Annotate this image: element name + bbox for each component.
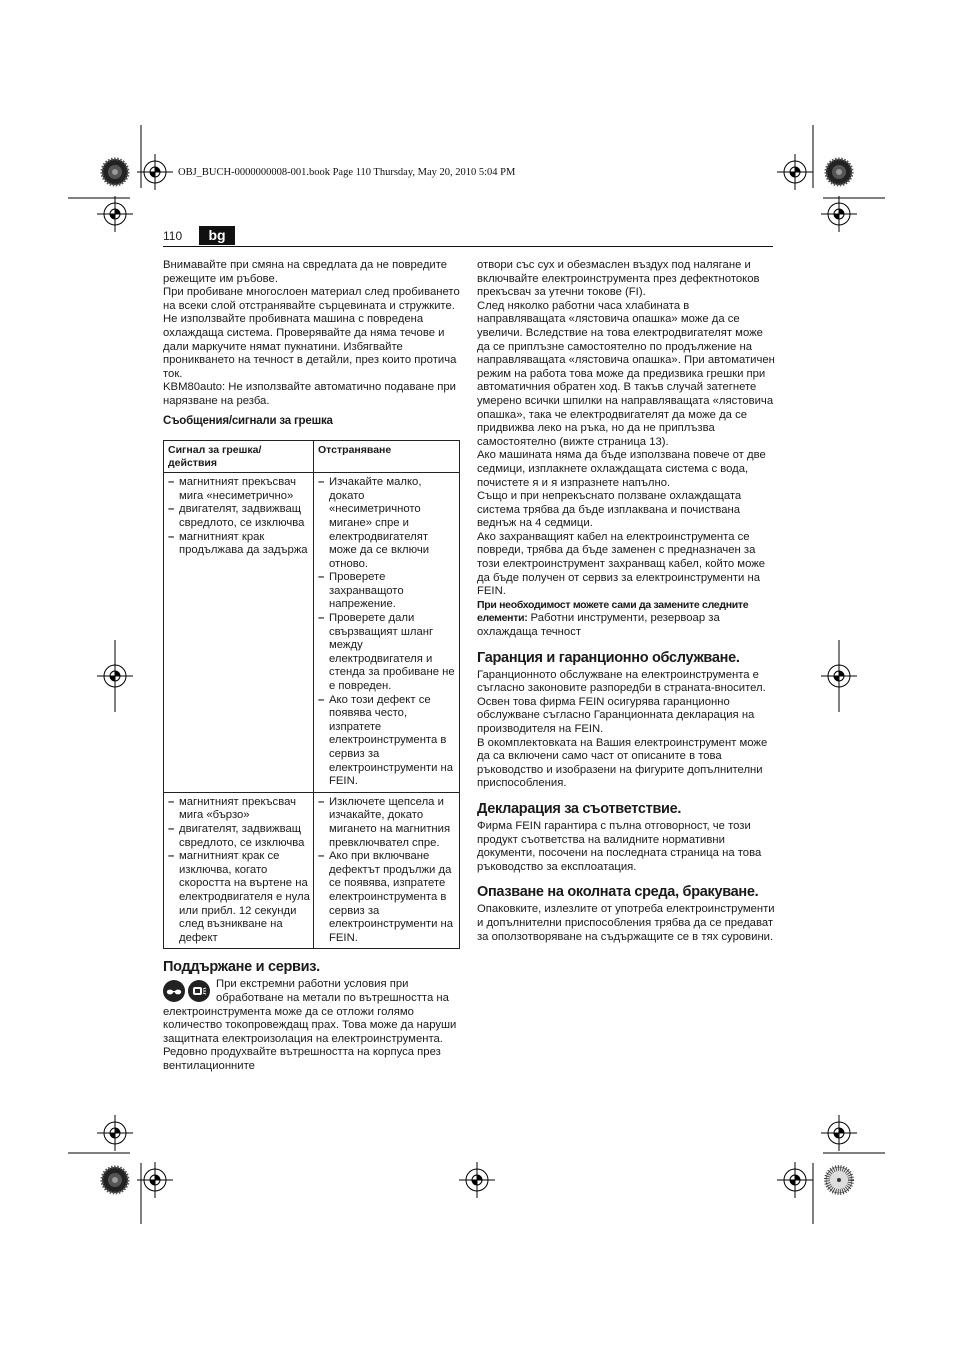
- signal-cell: [164, 792, 314, 949]
- respirator-icon: [188, 980, 210, 1002]
- column-header-signal: Сигнал за грешка/ действия: [164, 441, 314, 473]
- environment-heading: Опазване на околната среда, бракуване.: [477, 884, 759, 901]
- list-item: – Изчакайте малко, докато «несиметричното мигане» спре и електродвигателят може да се включи отново.: [318, 476, 456, 571]
- table-row: [164, 792, 460, 949]
- maintenance-heading: Поддържане и сервиз.: [163, 959, 320, 976]
- page-number: 110: [163, 229, 183, 243]
- warranty-heading: Гаранция и гаранционно обслужване.: [477, 649, 740, 666]
- error-signals-heading: Съобщения/сигнали за грешка: [163, 414, 333, 427]
- paragraph: При пробиване многослоен материал след пробиването на всеки слой отстранявайте сърцевината и стружките.: [163, 286, 460, 312]
- list-item: – двигателят, задвижващ свредлото, се изключва: [168, 503, 310, 530]
- column-header-remedy: Отстраняване: [314, 441, 460, 473]
- language-badge: bg: [199, 226, 235, 245]
- safety-icons: [163, 980, 210, 1002]
- left-column: [163, 259, 460, 1073]
- paragraph: В окомплектовката на Вашия електроинструмент може да са включени само част от описаните в това ръководство и изобразени на фигурите допълнителни приспособления.: [477, 736, 768, 790]
- error-table: [163, 440, 460, 949]
- maintenance-text: При екстремни работни условия при обработване на метали по вътрешността на електроинструмента може да се отложи голямо количество токопровеждащ прах. Това може да наруши защитната електроизолация на електроинструмента. Редовно продухвайте вътрешността на корпуса през вентилационните: [163, 978, 457, 1072]
- remedy-cell: [314, 792, 460, 949]
- header-rule: [163, 246, 773, 247]
- color-target-icon: [102, 159, 128, 185]
- remedy-cell: [314, 473, 460, 793]
- eye-protection-icon: [163, 980, 185, 1002]
- paragraph: Опаковките, излезлите от употреба електроинструменти и допълнителни приспособления трябва да се предават за оползотворяване на съдържащите се в тях суровини.: [477, 903, 775, 943]
- list-item: – магнитният прекъсвач мига «несиметрично»: [168, 476, 310, 503]
- color-target-icon: [826, 159, 852, 185]
- replaceable-parts: [477, 599, 775, 640]
- book-info-line: OBJ_BUCH-0000000008-001.book Page 110 Thursday, May 20, 2010 5:04 PM: [178, 167, 516, 178]
- maintenance-block: [163, 978, 460, 1073]
- list-item: – магнитният крак се изключва, когато скоростта на въртене на електродвигателя е нула или прибл. 12 секунди след възникване на дефект: [168, 850, 310, 945]
- paragraph: KBM80auto: Не използвайте автоматично подаване при нарязване на резба.: [163, 381, 456, 407]
- signal-cell: [164, 473, 314, 793]
- table-header-row: [164, 441, 460, 473]
- color-target-icon: [102, 1167, 128, 1193]
- paragraph: Гаранционното обслужване на електроинструмента е съгласно законовите разпоредби в страната-вносител. Освен това фирма FEIN осигурява гаранционно обслужване съгласно Гаранционната декларация на производителя на FEIN.: [477, 668, 766, 735]
- paragraph: Също и при непрекъснато ползване охлаждащата система трябва да бъде изплаквана и почиствана веднъж на 4 седмици.: [477, 490, 742, 530]
- list-item: – Ако при включване дефектът продължи да се появява, изпратете електроинструмента в сервиз за електроинструменти на FEIN.: [318, 850, 456, 945]
- replaceable-parts-list: Работни инструменти, резервоар за охлаждаща течност: [477, 612, 720, 639]
- list-item: – Ако този дефект се появява често, изпратете електроинструмента в сервиз за електроинструменти на FEIN.: [318, 694, 456, 789]
- paragraph: Ако захранващият кабел на електроинструмента се повреди, трябва да бъде заменен с предназначен за този електроинструмент захранващ кабел, който може да бъде получен от сервиз за електроинструменти на FEIN.: [477, 530, 766, 598]
- list-item: – Проверете захранващото напрежение.: [318, 571, 456, 612]
- right-column: [477, 259, 775, 944]
- replaceable-parts-label: При необходимост можете сами да замените следните елементи:: [477, 598, 749, 625]
- conformity-heading: Декларация за съответствие.: [477, 800, 682, 817]
- list-item: – Проверете дали свързващият шланг между електродвигателя и стенда за пробиване не е повреден.: [318, 612, 456, 694]
- list-item: – магнитният крак продължава да задържа: [168, 531, 310, 558]
- paragraph: След няколко работни часа хлабината в направляващата «лястовича опашка» може да се увеличи. Вследствие на това електродвигателят може да се приплъзне самостоятелно по продължение на направляващата «лястовича опашка». При автоматичен режим на работа това може да предизвика грешки при автоматичния обратен ход. В такъв случай затегнете умерено всички шпилки на направляващата «лястовича опашка», така че електродвигателят да може да се придвижва леко на ръка, но да не приплъзва самостоятелно (вижте страница 13).: [477, 299, 775, 448]
- table-row: [164, 473, 460, 793]
- list-item: – Изключете щепсела и изчакайте, докато мигането на магнитния превключвател спре.: [318, 796, 456, 850]
- list-item: – магнитният прекъсвач мига «бързо»: [168, 796, 310, 823]
- color-target-icon: [826, 1167, 852, 1193]
- paragraph: Фирма FEIN гарантира с пълна отговорност, че този продукт съответства на валидните нормативни документи, посочени на последната страница на това ръководство за експлоатация.: [477, 819, 762, 873]
- paragraph: Не използвайте пробивната машина с повредена охлаждаща система. Проверявайте да няма течове и дали маркучите нямат пукнатини. Избягвайте проникването на течност в детайли, през които протича ток.: [163, 313, 457, 380]
- list-item: – двигателят, задвижващ свредлото, се изключва: [168, 823, 310, 850]
- paragraph: Внимавайте при смяна на свредлата да не повредите режещите им ръбове.: [163, 259, 448, 285]
- paragraph: Ако машината няма да бъде използвана повече от две седмици, изплакнете охлаждащата система с вода, почистете я и я изпразнете напълно.: [477, 449, 766, 489]
- paragraph: отвори със сух и обезмаслен въздух под налягане и включвайте електроинструмента през дефектнотоков прекъсвач за утечни токове (FI).: [477, 259, 760, 299]
